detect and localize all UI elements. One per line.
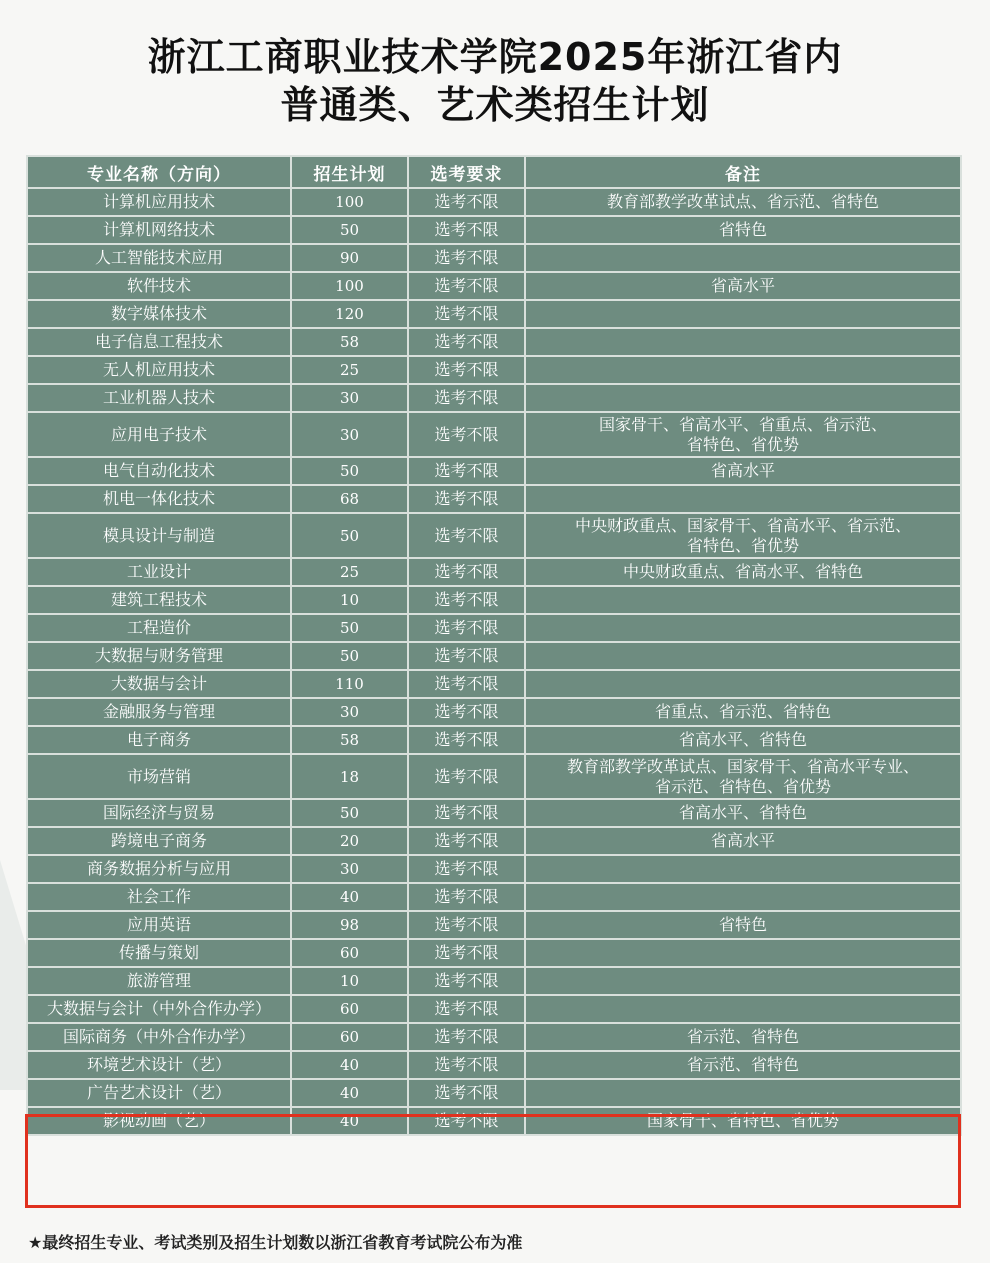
note-cell bbox=[525, 670, 961, 698]
major-name-cell: 电气自动化技术 bbox=[27, 457, 291, 485]
major-name-cell: 电子信息工程技术 bbox=[27, 328, 291, 356]
table-row bbox=[27, 883, 961, 911]
plan-count-cell: 98 bbox=[291, 911, 408, 939]
note-line: 省重点、省示范、省特色 bbox=[654, 702, 831, 721]
plan-count-cell: 50 bbox=[291, 799, 408, 827]
note-cell bbox=[525, 911, 961, 939]
note-line: 省高水平 bbox=[710, 276, 775, 295]
plan-count-cell: 25 bbox=[291, 558, 408, 586]
note-cell bbox=[525, 827, 961, 855]
requirement-cell: 选考不限 bbox=[408, 558, 525, 586]
note-cell bbox=[525, 272, 961, 300]
note-cell bbox=[525, 384, 961, 412]
plan-count-cell: 90 bbox=[291, 244, 408, 272]
note-cell bbox=[525, 1023, 961, 1051]
header-plan: 招生计划 bbox=[291, 156, 408, 188]
plan-count-cell: 20 bbox=[291, 827, 408, 855]
requirement-cell: 选考不限 bbox=[408, 384, 525, 412]
table-row bbox=[27, 384, 961, 412]
table-row bbox=[27, 967, 961, 995]
note-cell bbox=[525, 995, 961, 1023]
requirement-cell: 选考不限 bbox=[408, 855, 525, 883]
plan-count-cell: 40 bbox=[291, 1079, 408, 1107]
note-line: 国家骨干、省高水平、省重点、省示范、 bbox=[598, 414, 887, 434]
header-note: 备注 bbox=[525, 156, 961, 188]
note-line: 省特色 bbox=[718, 220, 767, 239]
note-cell bbox=[525, 855, 961, 883]
note-line: 省示范、省特色 bbox=[686, 1027, 799, 1046]
requirement-cell: 选考不限 bbox=[408, 188, 525, 216]
plan-count-cell: 30 bbox=[291, 412, 408, 457]
table-row bbox=[27, 272, 961, 300]
major-name-cell: 机电一体化技术 bbox=[27, 485, 291, 513]
plan-count-cell: 120 bbox=[291, 300, 408, 328]
requirement-cell: 选考不限 bbox=[408, 967, 525, 995]
plan-count-cell: 40 bbox=[291, 1051, 408, 1079]
table-row bbox=[27, 1023, 961, 1051]
requirement-cell: 选考不限 bbox=[408, 300, 525, 328]
plan-count-cell: 110 bbox=[291, 670, 408, 698]
major-name-cell: 旅游管理 bbox=[27, 967, 291, 995]
table-row bbox=[27, 558, 961, 586]
table-row bbox=[27, 485, 961, 513]
major-name-cell: 传播与策划 bbox=[27, 939, 291, 967]
note-cell bbox=[525, 558, 961, 586]
plan-count-cell: 50 bbox=[291, 513, 408, 558]
requirement-cell: 选考不限 bbox=[408, 883, 525, 911]
table-row bbox=[27, 300, 961, 328]
page-title-line1: 浙江工商职业技术学院2025年浙江省内 bbox=[147, 35, 843, 79]
plan-count-cell: 58 bbox=[291, 726, 408, 754]
table-row bbox=[27, 412, 961, 457]
note-line: 省示范、省特色 bbox=[686, 1055, 799, 1074]
major-name-cell: 无人机应用技术 bbox=[27, 356, 291, 384]
major-name-cell: 金融服务与管理 bbox=[27, 698, 291, 726]
enrollment-plan-table bbox=[26, 155, 962, 1136]
table-row bbox=[27, 799, 961, 827]
major-name-cell: 广告艺术设计（艺） bbox=[27, 1079, 291, 1107]
requirement-cell: 选考不限 bbox=[408, 754, 525, 799]
plan-count-cell: 25 bbox=[291, 356, 408, 384]
note-line: 教育部教学改革试点、国家骨干、省高水平专业、 bbox=[566, 756, 919, 776]
plan-count-cell: 40 bbox=[291, 1107, 408, 1135]
major-name-cell: 数字媒体技术 bbox=[27, 300, 291, 328]
major-name-cell: 工程造价 bbox=[27, 614, 291, 642]
note-line: 省特色、省优势 bbox=[686, 434, 799, 454]
table-row bbox=[27, 586, 961, 614]
plan-count-cell: 100 bbox=[291, 272, 408, 300]
note-line: 省特色 bbox=[718, 915, 767, 934]
requirement-cell: 选考不限 bbox=[408, 614, 525, 642]
major-name-cell: 影视动画（艺） bbox=[27, 1107, 291, 1135]
table-row bbox=[27, 328, 961, 356]
major-name-cell: 计算机网络技术 bbox=[27, 216, 291, 244]
major-name-cell: 大数据与会计（中外合作办学） bbox=[27, 995, 291, 1023]
plan-count-cell: 58 bbox=[291, 328, 408, 356]
note-cell bbox=[525, 726, 961, 754]
plan-count-cell: 100 bbox=[291, 188, 408, 216]
note-cell bbox=[525, 244, 961, 272]
table-row bbox=[27, 670, 961, 698]
major-name-cell: 工业设计 bbox=[27, 558, 291, 586]
plan-count-cell: 18 bbox=[291, 754, 408, 799]
plan-count-cell: 30 bbox=[291, 384, 408, 412]
plan-count-cell: 60 bbox=[291, 1023, 408, 1051]
major-name-cell: 建筑工程技术 bbox=[27, 586, 291, 614]
note-cell bbox=[525, 614, 961, 642]
requirement-cell: 选考不限 bbox=[408, 939, 525, 967]
major-name-cell: 人工智能技术应用 bbox=[27, 244, 291, 272]
table-row bbox=[27, 995, 961, 1023]
table-row bbox=[27, 244, 961, 272]
note-cell bbox=[525, 967, 961, 995]
note-cell bbox=[525, 188, 961, 216]
table-body bbox=[27, 188, 961, 1135]
major-name-cell: 工业机器人技术 bbox=[27, 384, 291, 412]
table-header-row bbox=[27, 156, 961, 188]
requirement-cell: 选考不限 bbox=[408, 1079, 525, 1107]
major-name-cell: 环境艺术设计（艺） bbox=[27, 1051, 291, 1079]
footnote: ★最终招生专业、考试类别及招生计划数以浙江省教育考试院公布为准 bbox=[28, 1233, 523, 1252]
header-major: 专业名称（方向） bbox=[27, 156, 291, 188]
note-cell bbox=[525, 457, 961, 485]
plan-count-cell: 40 bbox=[291, 883, 408, 911]
requirement-cell: 选考不限 bbox=[408, 726, 525, 754]
table-row bbox=[27, 754, 961, 799]
table-row bbox=[27, 642, 961, 670]
note-cell bbox=[525, 356, 961, 384]
note-cell bbox=[525, 1051, 961, 1079]
note-cell bbox=[525, 939, 961, 967]
note-cell bbox=[525, 883, 961, 911]
note-cell bbox=[525, 485, 961, 513]
table-row bbox=[27, 1051, 961, 1079]
plan-count-cell: 30 bbox=[291, 855, 408, 883]
plan-count-cell: 30 bbox=[291, 698, 408, 726]
major-name-cell: 国际经济与贸易 bbox=[27, 799, 291, 827]
requirement-cell: 选考不限 bbox=[408, 827, 525, 855]
table-row bbox=[27, 216, 961, 244]
note-line: 中央财政重点、省高水平、省特色 bbox=[622, 562, 863, 581]
note-cell bbox=[525, 586, 961, 614]
requirement-cell: 选考不限 bbox=[408, 911, 525, 939]
note-line: 省高水平 bbox=[710, 461, 775, 480]
table-row bbox=[27, 911, 961, 939]
note-line: 国家骨干、省特色、省优势 bbox=[646, 1111, 839, 1130]
note-line: 省高水平、省特色 bbox=[678, 730, 807, 749]
note-line: 省高水平、省特色 bbox=[678, 803, 807, 822]
major-name-cell: 大数据与财务管理 bbox=[27, 642, 291, 670]
major-name-cell: 跨境电子商务 bbox=[27, 827, 291, 855]
note-cell bbox=[525, 1079, 961, 1107]
note-cell bbox=[525, 513, 961, 558]
requirement-cell: 选考不限 bbox=[408, 485, 525, 513]
table-row bbox=[27, 698, 961, 726]
note-line: 省特色、省优势 bbox=[686, 535, 799, 555]
major-name-cell: 市场营销 bbox=[27, 754, 291, 799]
note-cell bbox=[525, 642, 961, 670]
requirement-cell: 选考不限 bbox=[408, 1107, 525, 1135]
note-cell bbox=[525, 412, 961, 457]
requirement-cell: 选考不限 bbox=[408, 586, 525, 614]
plan-count-cell: 50 bbox=[291, 642, 408, 670]
table-row bbox=[27, 827, 961, 855]
note-line: 省示范、省特色、省优势 bbox=[654, 776, 831, 796]
plan-count-cell: 60 bbox=[291, 939, 408, 967]
table-row bbox=[27, 726, 961, 754]
major-name-cell: 电子商务 bbox=[27, 726, 291, 754]
major-name-cell: 商务数据分析与应用 bbox=[27, 855, 291, 883]
table-row bbox=[27, 1079, 961, 1107]
plan-count-cell: 50 bbox=[291, 457, 408, 485]
requirement-cell: 选考不限 bbox=[408, 356, 525, 384]
requirement-cell: 选考不限 bbox=[408, 328, 525, 356]
plan-count-cell: 50 bbox=[291, 614, 408, 642]
requirement-cell: 选考不限 bbox=[408, 457, 525, 485]
note-line: 省高水平 bbox=[710, 831, 775, 850]
requirement-cell: 选考不限 bbox=[408, 513, 525, 558]
major-name-cell: 计算机应用技术 bbox=[27, 188, 291, 216]
major-name-cell: 社会工作 bbox=[27, 883, 291, 911]
table-row bbox=[27, 1107, 961, 1135]
major-name-cell: 国际商务（中外合作办学） bbox=[27, 1023, 291, 1051]
note-cell bbox=[525, 216, 961, 244]
plan-count-cell: 50 bbox=[291, 216, 408, 244]
plan-count-cell: 60 bbox=[291, 995, 408, 1023]
requirement-cell: 选考不限 bbox=[408, 216, 525, 244]
major-name-cell: 应用英语 bbox=[27, 911, 291, 939]
major-name-cell: 软件技术 bbox=[27, 272, 291, 300]
major-name-cell: 应用电子技术 bbox=[27, 412, 291, 457]
table-row bbox=[27, 939, 961, 967]
requirement-cell: 选考不限 bbox=[408, 1023, 525, 1051]
header-requirement: 选考要求 bbox=[408, 156, 525, 188]
major-name-cell: 模具设计与制造 bbox=[27, 513, 291, 558]
requirement-cell: 选考不限 bbox=[408, 670, 525, 698]
table-row bbox=[27, 614, 961, 642]
note-cell bbox=[525, 754, 961, 799]
requirement-cell: 选考不限 bbox=[408, 799, 525, 827]
plan-count-cell: 10 bbox=[291, 967, 408, 995]
requirement-cell: 选考不限 bbox=[408, 1051, 525, 1079]
table-row bbox=[27, 457, 961, 485]
table-row bbox=[27, 188, 961, 216]
table-row bbox=[27, 855, 961, 883]
table-row bbox=[27, 356, 961, 384]
major-name-cell: 大数据与会计 bbox=[27, 670, 291, 698]
page-title-line2: 普通类、艺术类招生计划 bbox=[280, 83, 710, 127]
requirement-cell: 选考不限 bbox=[408, 272, 525, 300]
note-cell bbox=[525, 328, 961, 356]
note-line: 教育部教学改革试点、省示范、省特色 bbox=[606, 192, 879, 211]
note-cell bbox=[525, 799, 961, 827]
requirement-cell: 选考不限 bbox=[408, 244, 525, 272]
plan-count-cell: 68 bbox=[291, 485, 408, 513]
requirement-cell: 选考不限 bbox=[408, 642, 525, 670]
plan-count-cell: 10 bbox=[291, 586, 408, 614]
note-cell bbox=[525, 300, 961, 328]
requirement-cell: 选考不限 bbox=[408, 698, 525, 726]
note-cell bbox=[525, 1107, 961, 1135]
table-row bbox=[27, 513, 961, 558]
note-cell bbox=[525, 698, 961, 726]
requirement-cell: 选考不限 bbox=[408, 995, 525, 1023]
note-line: 中央财政重点、国家骨干、省高水平、省示范、 bbox=[574, 515, 911, 535]
requirement-cell: 选考不限 bbox=[408, 412, 525, 457]
